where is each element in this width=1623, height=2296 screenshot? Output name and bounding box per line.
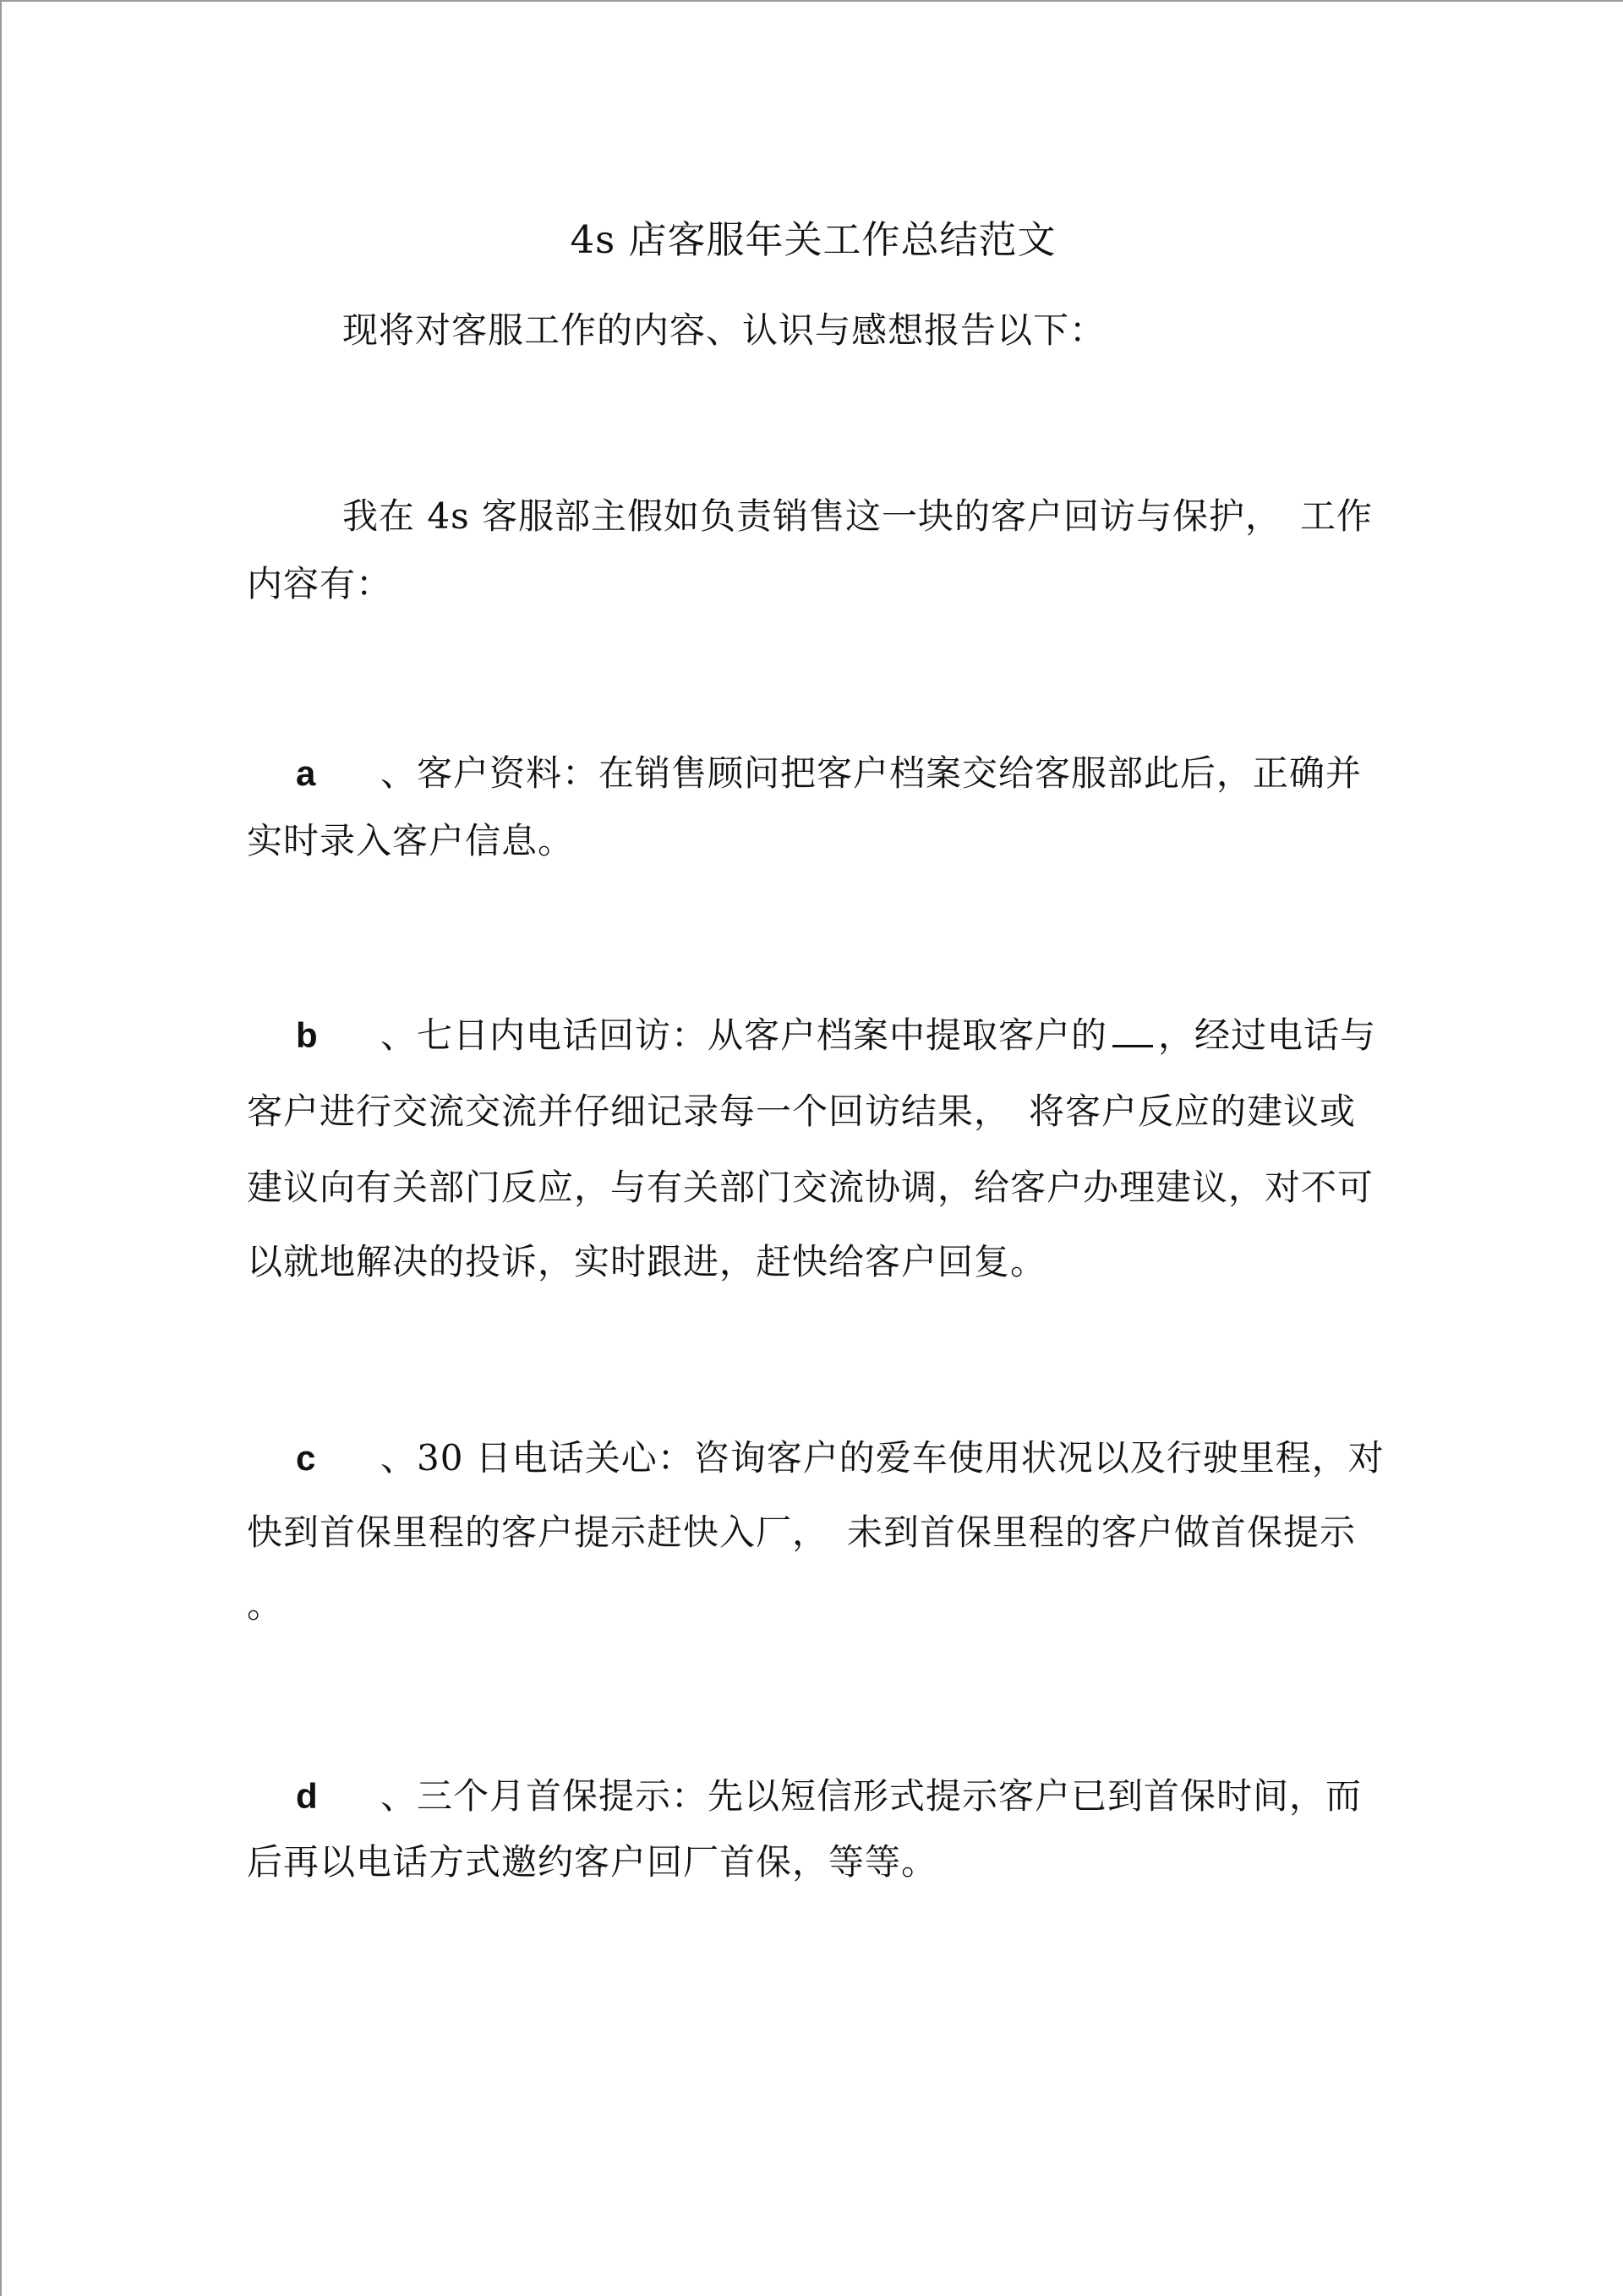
paragraph-1-line-2: 内容有： <box>247 563 393 604</box>
item-d-line-2: 后再以电话方式邀约客户回厂首保，等等。 <box>247 1841 938 1883</box>
item-d-text: 、三个月首保提示：先以短信形式提示客户已到首保时间，而 <box>380 1775 1363 1817</box>
item-b-text-start: 、七日内电话回访：从客户档案中提取客户的 <box>380 1014 1108 1056</box>
item-b-line-3: 建议向有关部门反应，与有关部门交流协调，给客户办理建议，对不可 <box>247 1167 1374 1208</box>
item-c-line-3: 。 <box>247 1584 284 1626</box>
intro-line: 现将对客服工作的内容、认识与感想报告以下： <box>342 309 1107 351</box>
item-b-line-1 <box>296 1011 1376 1060</box>
item-b-line-4: 以就地解决的投诉，实时跟进，赶快给客户回复。 <box>247 1241 1047 1282</box>
paragraph-1-line-1: 我在 4s 客服部主假如负责销售这一块的客户回访与保护， 工作 <box>342 495 1373 537</box>
item-b-line-2: 客户进行交流交流并仔细记录每一个回访结果， 将客户反应的建议或 <box>247 1091 1357 1132</box>
item-c-line-1 <box>296 1434 1385 1483</box>
item-c-marker: c <box>296 1438 317 1478</box>
item-a-line-1 <box>296 749 1362 798</box>
item-b-marker: b <box>296 1015 319 1055</box>
item-a-marker: a <box>296 753 317 793</box>
fill-in-blank <box>1112 1016 1153 1047</box>
item-d-marker: d <box>296 1776 319 1816</box>
document-title: 4s 店客服年关工作总结范文 <box>570 217 1057 262</box>
item-d-line-1 <box>296 1772 1362 1821</box>
item-a-line-2: 实时录入客户信息。 <box>247 820 575 861</box>
item-c-text: 、30 日电话关心：咨询客户的爱车使用状况以及行驶里程，对 <box>380 1437 1385 1479</box>
item-b-text-end: ，经过电话与 <box>1158 1014 1377 1056</box>
item-a-text: 、客户资料：在销售顾问把客户档案交给客服部此后，正确并 <box>380 752 1363 794</box>
item-c-line-2: 快到首保里程的客户提示赶快入厂， 未到首保里程的客户做首保提示 <box>247 1512 1357 1553</box>
